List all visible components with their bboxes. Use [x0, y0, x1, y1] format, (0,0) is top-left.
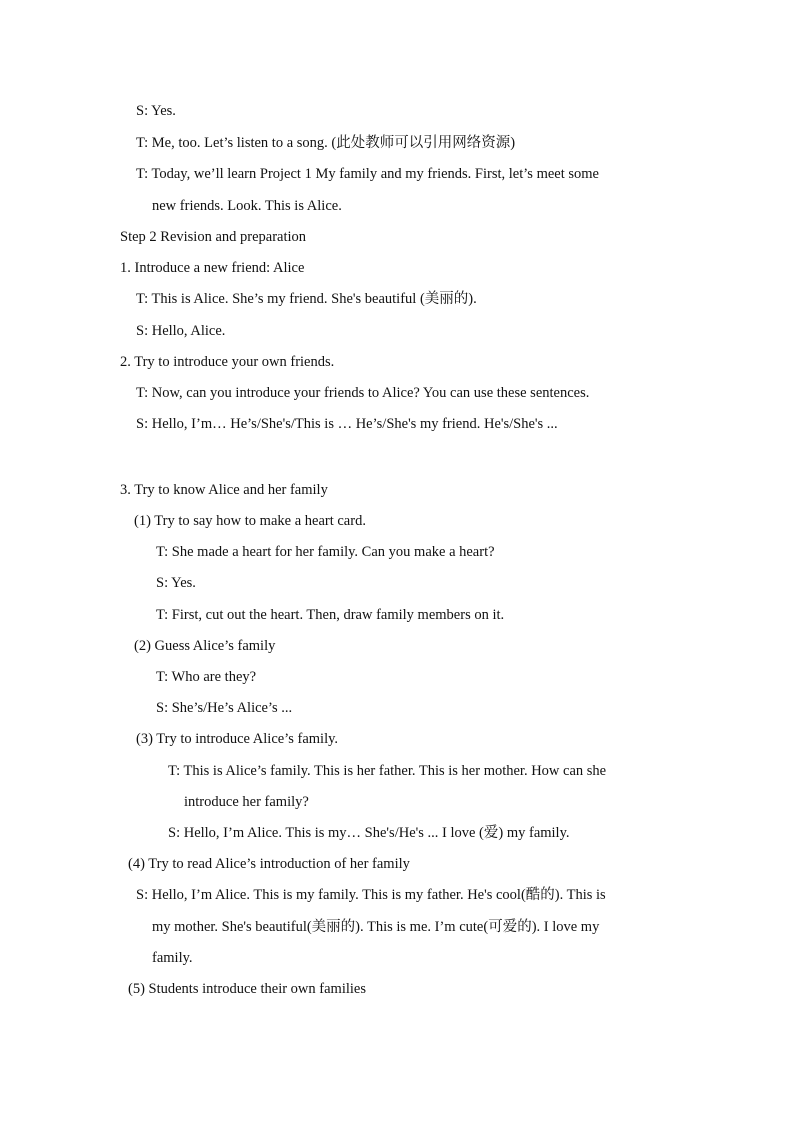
dialogue-line: T: Who are they? [156, 669, 257, 685]
dialogue-line-continued: family. [152, 950, 193, 966]
dialogue-line: T: She made a heart for her family. Can you make a heart? [156, 544, 495, 560]
dialogue-line: S: Hello, I’m Alice. This is my… She's/He's ... I love (爱) my family. [168, 825, 570, 841]
subsection-heading: (3) Try to introduce Alice’s family. [136, 731, 339, 747]
subsection-heading: (1) Try to say how to make a heart card. [134, 513, 366, 529]
dialogue-line: T: Me, too. Let’s listen to a song. (此处教师可以引用网络资源) [136, 135, 516, 151]
dialogue-line: S: She’s/He’s Alice’s ... [156, 700, 293, 716]
subsection-heading: (5) Students introduce their own families [128, 981, 366, 997]
step-heading: Step 2 Revision and preparation [120, 229, 307, 245]
dialogue-line: S: Yes. [136, 103, 176, 119]
section-heading: 2. Try to introduce your own friends. [120, 354, 335, 370]
subsection-heading: (4) Try to read Alice’s introduction of her family [128, 856, 410, 872]
dialogue-line: S: Hello, I’m Alice. This is my family. This is my father. He's cool(酷的). This is [136, 887, 606, 903]
dialogue-line: S: Hello, Alice. [136, 323, 226, 339]
dialogue-line-continued: introduce her family? [184, 794, 309, 810]
dialogue-line: T: Now, can you introduce your friends to Alice? You can use these sentences. [136, 385, 590, 401]
dialogue-line: T: This is Alice’s family. This is her father. This is her mother. How can she [168, 763, 607, 779]
subsection-heading: (2) Guess Alice’s family [134, 638, 276, 654]
dialogue-line: T: First, cut out the heart. Then, draw family members on it. [156, 607, 505, 623]
dialogue-line: T: Today, we’ll learn Project 1 My family and my friends. First, let’s meet some [136, 166, 599, 182]
dialogue-line-continued: my mother. She's beautiful(美丽的). This is me. I’m cute(可爱的). I love my [152, 919, 600, 935]
dialogue-line: S: Hello, I’m… He’s/She's/This is … He’s/She's my friend. He's/She's ... [136, 416, 558, 432]
dialogue-line-continued: new friends. Look. This is Alice. [152, 198, 342, 214]
dialogue-line: S: Yes. [156, 575, 196, 591]
section-heading: 3. Try to know Alice and her family [120, 482, 328, 498]
dialogue-line: T: This is Alice. She’s my friend. She's beautiful (美丽的). [136, 291, 477, 307]
section-heading: 1. Introduce a new friend: Alice [120, 260, 305, 276]
